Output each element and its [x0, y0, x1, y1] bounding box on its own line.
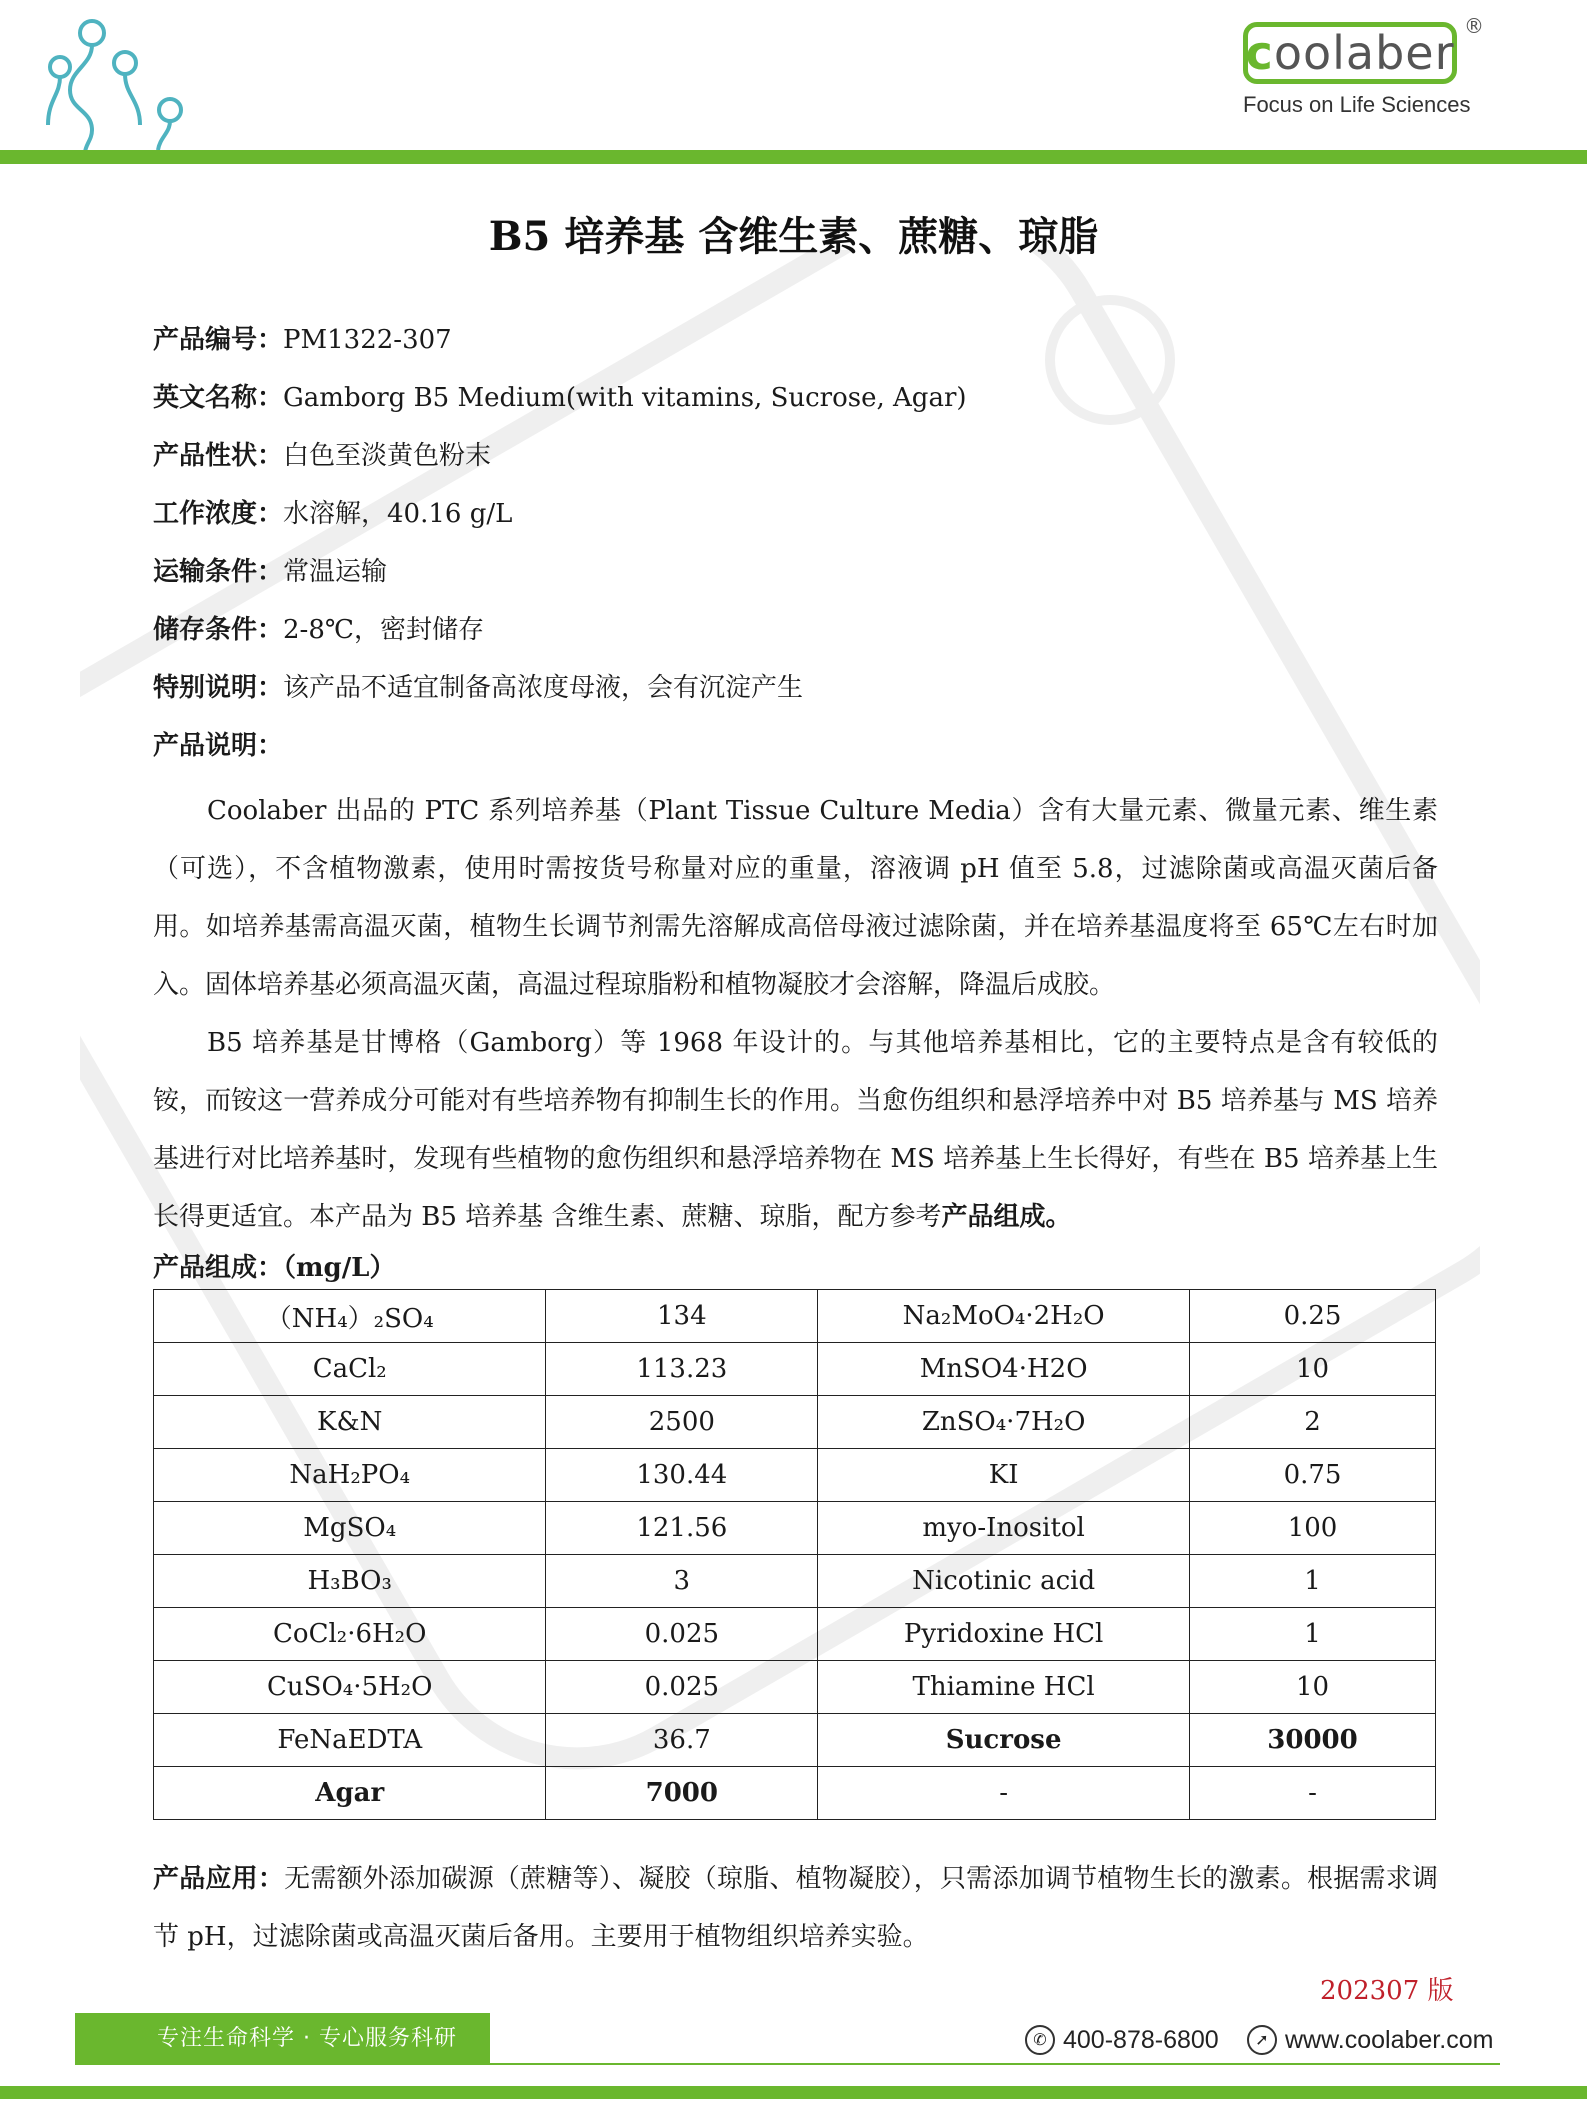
- description-paragraph-1: Coolaber 出品的 PTC 系列培养基（Plant Tissue Culture Media）含有大量元素、微量元素、维生素（可选），不含植物激素，使用时需按货号称量对应的重量，溶液调 pH 值至 5.8，过滤除菌或高温灭菌后备用。如培养基需高温灭菌，植物生长调节剂需先溶解成高倍母液过滤除菌，并在培养基温度将至 65℃左右时加入。固体培养基必须高温灭菌，高温过程琼脂粉和植物凝胶才会溶解，降温后成胶。: [153, 796, 1438, 1000]
- table-row: CuSO₄·5H₂O 0.025 Thiamine HCl 10: [154, 1661, 1436, 1714]
- logo-text: oolaber: [1273, 26, 1455, 80]
- footer-slogan: 专注生命科学 · 专心服务科研: [75, 2013, 490, 2065]
- page-header: [0, 0, 1587, 170]
- document-title: B5 培养基 含维生素、蔗糖、琼脂: [488, 213, 1099, 260]
- composition-table: [153, 1289, 1436, 1820]
- description-paragraph-2: B5 培养基是甘博格（Gamborg）等 1968 年设计的。与其他培养基相比，它的主要特点是含有较低的铵，而铵这一营养成分可能对有些培养物有抑制生长的作用。当愈伤组织和悬浮培养中对 B5 培养基与 MS 培养基进行对比培养基时，发现有些植物的愈伤组织和悬浮培养物在 MS 培养基上生长得好，有些在 B5 培养基上生长得更适宜。本产品为 B5 培养基 含维生素、蔗糖、琼脂，配方参考产品组成。: [153, 1028, 1438, 1232]
- info-row-note: 特别说明：该产品不适宜制备高浓度母液，会有沉淀产生: [153, 673, 804, 703]
- table-row: Agar 7000 - -: [154, 1767, 1436, 1820]
- version-label: 202307 版: [1320, 1976, 1454, 2006]
- header-green-bar: [0, 150, 1587, 164]
- cursor-icon: ➚: [1247, 2025, 1277, 2055]
- logo-letter: c: [1245, 26, 1274, 80]
- info-row-appearance: 产品性状：白色至淡黄色粉末: [153, 441, 492, 471]
- table-row: K&N 2500 ZnSO₄·7H₂O 2: [154, 1396, 1436, 1449]
- phone-icon: ✆: [1025, 2025, 1055, 2055]
- table-row: NaH₂PO₄ 130.44 KI 0.75: [154, 1449, 1436, 1502]
- table-row: （NH₄）₂SO₄ 134 Na₂MoO₄·2H₂O 0.25: [154, 1290, 1436, 1343]
- info-row-storage: 储存条件：2-8℃，密封储存: [153, 615, 484, 645]
- info-row-description-heading: 产品说明：: [153, 731, 284, 761]
- table-row: FeNaEDTA 36.7 Sucrose 30000: [154, 1714, 1436, 1767]
- footer-green-bar: [0, 2086, 1587, 2099]
- table-row: CaCl₂ 113.23 MnSO4·H2O 10: [154, 1343, 1436, 1396]
- table-row: MgSO₄ 121.56 myo-Inositol 100: [154, 1502, 1436, 1555]
- product-application: 产品应用：无需额外添加碳源（蔗糖等）、凝胶（琼脂、植物凝胶），只需添加调节植物生长的激素。根据需求调节 pH，过滤除菌或高温灭菌后备用。主要用于植物组织培养实验。: [153, 1864, 1438, 1952]
- info-row-english-name: 英文名称：Gamborg B5 Medium(with vitamins, Sucrose, Agar): [153, 383, 967, 413]
- brand-logo: [1243, 22, 1457, 84]
- footer-divider: [490, 2063, 1500, 2065]
- footer-phone: ✆ 400-878-6800: [1025, 2025, 1219, 2055]
- brand-tagline: Focus on Life Sciences: [1243, 92, 1471, 117]
- decorative-bubbles-icon: [30, 15, 190, 155]
- registered-mark: ®: [1464, 14, 1484, 38]
- info-row-shipping: 运输条件：常温运输: [153, 557, 388, 587]
- info-row-code: 产品编号：PM1322-307: [153, 325, 452, 355]
- table-row: CoCl₂·6H₂O 0.025 Pyridoxine HCl 1: [154, 1608, 1436, 1661]
- product-info: [153, 318, 1438, 1304]
- table-row: H₃BO₃ 3 Nicotinic acid 1: [154, 1555, 1436, 1608]
- info-row-concentration: 工作浓度：水溶解，40.16 g/L: [153, 499, 513, 529]
- page-footer: [0, 2003, 1587, 2113]
- composition-heading: 产品组成：（mg/L）: [153, 1253, 396, 1283]
- footer-website[interactable]: ➚ www.coolaber.com: [1247, 2025, 1493, 2055]
